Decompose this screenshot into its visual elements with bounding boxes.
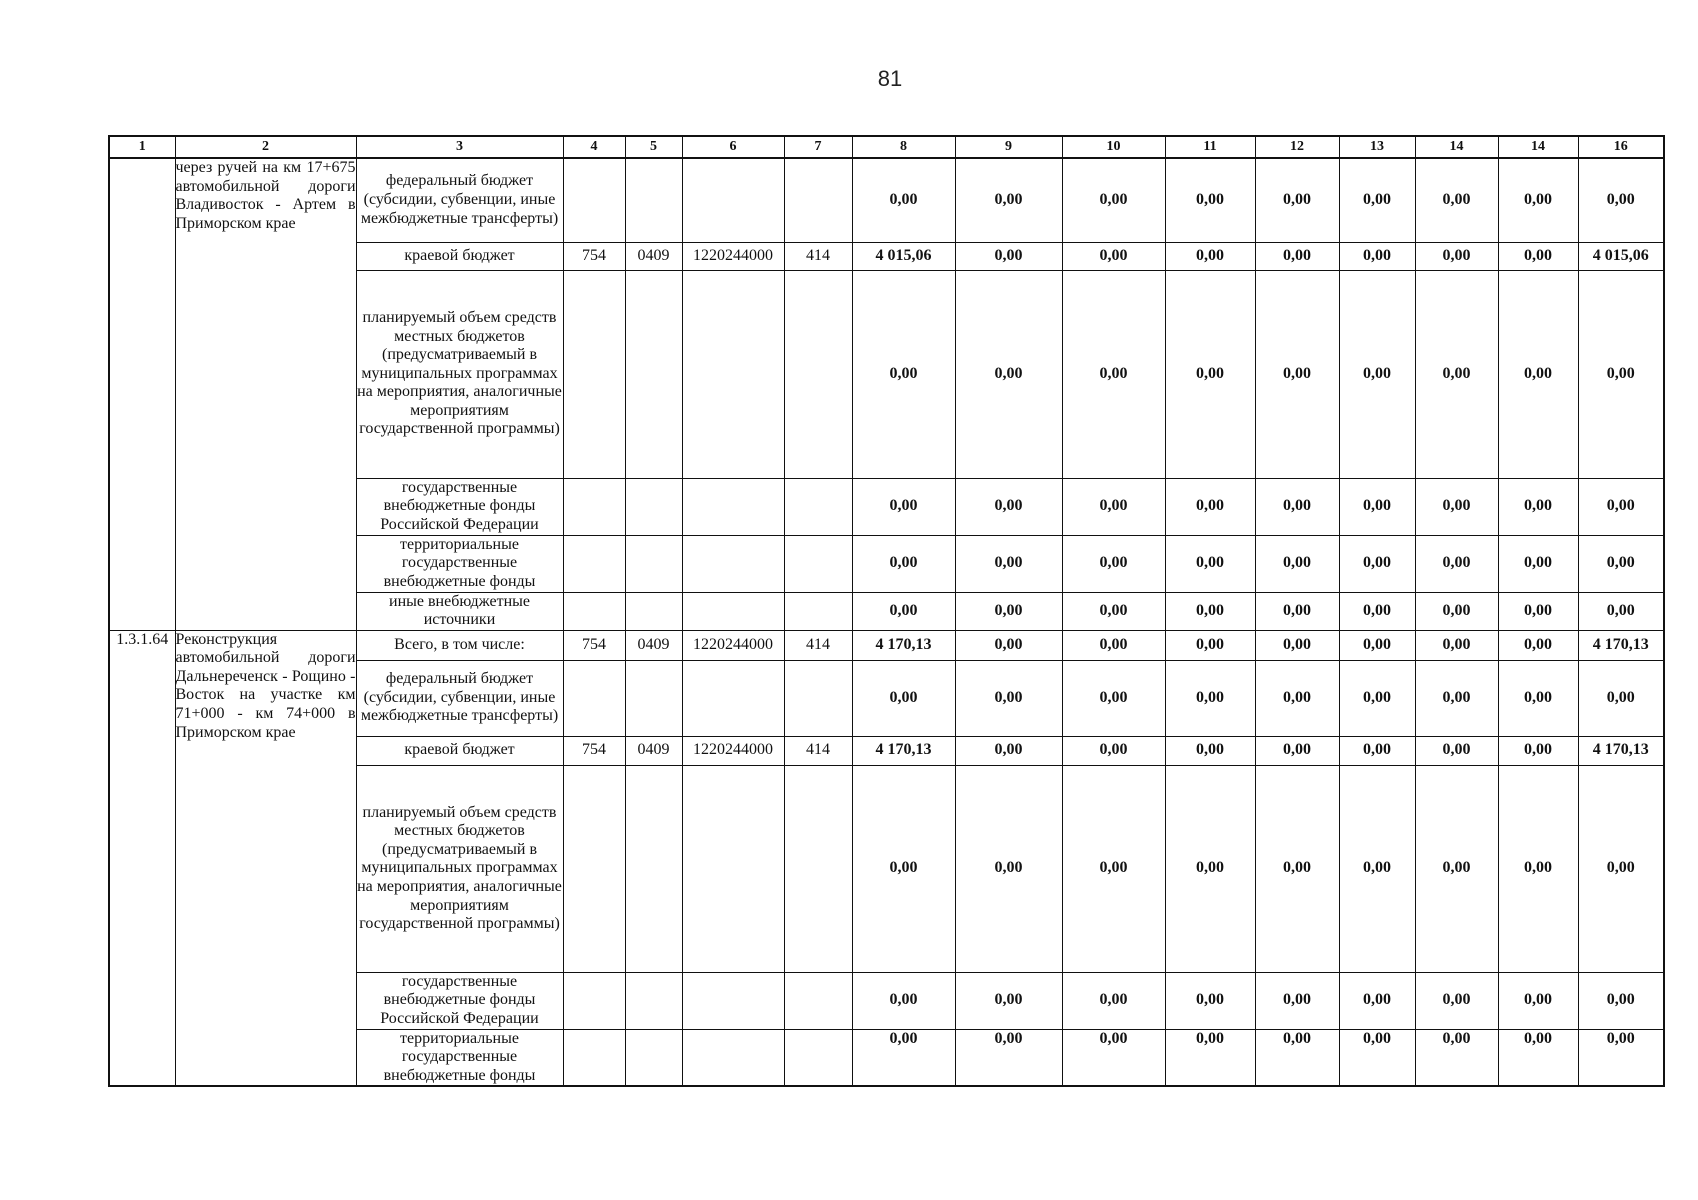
code-cell [682, 592, 784, 630]
code-cell [625, 535, 682, 592]
amount-cell: 0,00 [1339, 242, 1415, 270]
amount-cell: 0,00 [955, 158, 1062, 242]
code-cell [784, 972, 852, 1029]
amount-cell: 0,00 [1578, 535, 1664, 592]
funding-source-cell: планируемый объем средств местных бюджетов (предусматриваемый в муниципальных программах на мероприятия, аналогичные мероприятиям государственной программы) [356, 765, 563, 972]
amount-cell: 0,00 [1165, 972, 1255, 1029]
amount-cell: 0,00 [852, 1029, 955, 1086]
code-cell [563, 765, 625, 972]
code-cell: 1220244000 [682, 242, 784, 270]
amount-cell: 0,00 [955, 972, 1062, 1029]
amount-cell: 0,00 [955, 478, 1062, 535]
code-cell: 0409 [625, 630, 682, 660]
code-cell: 754 [563, 736, 625, 765]
amount-cell: 0,00 [1255, 158, 1339, 242]
item-title-cell: через ручей на км 17+675 автомобильной дороги Владивосток - Артем в Приморском крае [175, 158, 356, 630]
funding-source-cell: территориальные государственные внебюджетные фонды [356, 535, 563, 592]
amount-cell: 0,00 [1339, 765, 1415, 972]
amount-cell: 0,00 [1415, 972, 1498, 1029]
amount-cell: 0,00 [1165, 1029, 1255, 1086]
column-header: 12 [1255, 136, 1339, 158]
code-cell: 1220244000 [682, 630, 784, 660]
amount-cell: 0,00 [852, 478, 955, 535]
amount-cell: 0,00 [1339, 478, 1415, 535]
code-cell [784, 765, 852, 972]
amount-cell: 0,00 [1255, 736, 1339, 765]
code-cell [682, 158, 784, 242]
funding-source-cell: государственные внебюджетные фонды Российской Федерации [356, 478, 563, 535]
amount-cell: 0,00 [1415, 736, 1498, 765]
amount-cell: 0,00 [1498, 1029, 1578, 1086]
amount-cell: 0,00 [955, 270, 1062, 478]
table-header [109, 136, 1664, 158]
code-cell [563, 158, 625, 242]
code-cell [682, 972, 784, 1029]
amount-cell: 0,00 [852, 592, 955, 630]
amount-cell: 0,00 [1578, 158, 1664, 242]
column-header: 10 [1062, 136, 1165, 158]
amount-cell: 0,00 [1498, 765, 1578, 972]
amount-cell: 0,00 [1339, 158, 1415, 242]
code-cell [784, 535, 852, 592]
amount-cell: 0,00 [1339, 972, 1415, 1029]
column-header: 11 [1165, 136, 1255, 158]
amount-cell: 0,00 [1415, 242, 1498, 270]
amount-cell: 0,00 [1062, 972, 1165, 1029]
amount-cell: 4 170,13 [1578, 630, 1664, 660]
amount-cell: 0,00 [1498, 158, 1578, 242]
code-cell [682, 765, 784, 972]
code-cell [625, 660, 682, 736]
code-cell: 414 [784, 630, 852, 660]
amount-cell: 0,00 [1062, 1029, 1165, 1086]
amount-cell: 0,00 [1578, 478, 1664, 535]
code-cell [625, 1029, 682, 1086]
amount-cell: 0,00 [1415, 158, 1498, 242]
amount-cell: 0,00 [955, 765, 1062, 972]
amount-cell: 0,00 [1062, 765, 1165, 972]
column-header: 13 [1339, 136, 1415, 158]
funding-source-cell: иные внебюджетные источники [356, 592, 563, 630]
amount-cell: 0,00 [1062, 535, 1165, 592]
amount-cell: 0,00 [1165, 736, 1255, 765]
column-header: 3 [356, 136, 563, 158]
amount-cell: 0,00 [1415, 660, 1498, 736]
amount-cell: 0,00 [955, 1029, 1062, 1086]
amount-cell: 0,00 [1062, 478, 1165, 535]
code-cell [784, 270, 852, 478]
amount-cell: 0,00 [1255, 765, 1339, 972]
amount-cell: 0,00 [955, 736, 1062, 765]
amount-cell: 0,00 [1255, 270, 1339, 478]
amount-cell: 0,00 [1415, 765, 1498, 972]
amount-cell: 0,00 [1062, 592, 1165, 630]
code-cell [563, 972, 625, 1029]
code-cell: 414 [784, 736, 852, 765]
code-cell [625, 158, 682, 242]
amount-cell: 0,00 [1062, 242, 1165, 270]
column-header: 6 [682, 136, 784, 158]
amount-cell: 0,00 [1339, 736, 1415, 765]
amount-cell: 0,00 [1062, 270, 1165, 478]
amount-cell: 0,00 [1062, 630, 1165, 660]
amount-cell: 0,00 [1415, 630, 1498, 660]
amount-cell: 0,00 [1165, 478, 1255, 535]
column-header: 14 [1498, 136, 1578, 158]
amount-cell: 0,00 [1255, 1029, 1339, 1086]
amount-cell: 0,00 [1578, 765, 1664, 972]
amount-cell: 0,00 [1578, 660, 1664, 736]
amount-cell: 0,00 [1415, 1029, 1498, 1086]
code-cell [784, 592, 852, 630]
code-cell [563, 270, 625, 478]
code-cell: 414 [784, 242, 852, 270]
code-cell [625, 478, 682, 535]
funding-source-cell: планируемый объем средств местных бюджетов (предусматриваемый в муниципальных программах на мероприятия, аналогичные мероприятиям государственной программы) [356, 270, 563, 478]
code-cell [682, 1029, 784, 1086]
code-cell [625, 972, 682, 1029]
amount-cell: 0,00 [1578, 972, 1664, 1029]
column-header: 16 [1578, 136, 1664, 158]
amount-cell: 0,00 [1062, 660, 1165, 736]
amount-cell: 0,00 [1165, 535, 1255, 592]
code-cell: 0409 [625, 242, 682, 270]
amount-cell: 0,00 [852, 535, 955, 592]
code-cell [682, 478, 784, 535]
amount-cell: 0,00 [1498, 630, 1578, 660]
code-cell: 754 [563, 630, 625, 660]
amount-cell: 0,00 [1255, 535, 1339, 592]
code-cell [784, 158, 852, 242]
amount-cell: 0,00 [1415, 592, 1498, 630]
amount-cell: 0,00 [1062, 736, 1165, 765]
funding-source-cell: федеральный бюджет (субсидии, субвенции, иные межбюджетные трансферты) [356, 158, 563, 242]
amount-cell: 0,00 [852, 270, 955, 478]
amount-cell: 0,00 [955, 242, 1062, 270]
amount-cell: 0,00 [1165, 765, 1255, 972]
code-cell [625, 765, 682, 972]
amount-cell: 0,00 [1339, 630, 1415, 660]
funding-source-cell: федеральный бюджет (субсидии, субвенции, иные межбюджетные трансферты) [356, 660, 563, 736]
table-row [109, 630, 1664, 660]
amount-cell: 0,00 [1165, 270, 1255, 478]
column-header: 1 [109, 136, 175, 158]
amount-cell: 0,00 [1165, 242, 1255, 270]
amount-cell: 0,00 [1339, 592, 1415, 630]
amount-cell: 0,00 [1498, 736, 1578, 765]
code-cell: 754 [563, 242, 625, 270]
column-header: 4 [563, 136, 625, 158]
amount-cell: 0,00 [852, 972, 955, 1029]
column-header: 5 [625, 136, 682, 158]
code-cell [563, 535, 625, 592]
amount-cell: 0,00 [1578, 270, 1664, 478]
column-header: 14 [1415, 136, 1498, 158]
amount-cell: 4 015,06 [852, 242, 955, 270]
column-header: 9 [955, 136, 1062, 158]
amount-cell: 0,00 [1498, 242, 1578, 270]
amount-cell: 0,00 [955, 660, 1062, 736]
code-cell [682, 270, 784, 478]
amount-cell: 0,00 [1339, 1029, 1415, 1086]
page-number: 81 [877, 66, 903, 91]
code-cell [625, 592, 682, 630]
amount-cell: 0,00 [1415, 270, 1498, 478]
amount-cell: 0,00 [1578, 1029, 1664, 1086]
amount-cell: 0,00 [1498, 972, 1578, 1029]
amount-cell: 0,00 [1255, 478, 1339, 535]
code-cell [682, 660, 784, 736]
amount-cell: 0,00 [1165, 660, 1255, 736]
code-cell [563, 592, 625, 630]
amount-cell: 0,00 [1578, 592, 1664, 630]
amount-cell: 0,00 [1339, 660, 1415, 736]
amount-cell: 0,00 [1498, 270, 1578, 478]
amount-cell: 0,00 [955, 535, 1062, 592]
column-header: 8 [852, 136, 955, 158]
code-cell [784, 660, 852, 736]
funding-source-cell: Всего, в том числе: [356, 630, 563, 660]
column-header: 7 [784, 136, 852, 158]
code-cell [563, 478, 625, 535]
amount-cell: 0,00 [1255, 592, 1339, 630]
code-cell [784, 1029, 852, 1086]
amount-cell: 0,00 [1415, 478, 1498, 535]
amount-cell: 0,00 [1165, 592, 1255, 630]
amount-cell: 0,00 [1255, 660, 1339, 736]
amount-cell: 0,00 [1255, 242, 1339, 270]
item-title-cell: Реконструкция автомобильной дороги Дальнереченск - Рощино - Восток на участке км 71+000 - км 74+000 в Приморском крае [175, 630, 356, 1086]
amount-cell: 0,00 [852, 158, 955, 242]
amount-cell: 0,00 [955, 592, 1062, 630]
code-cell [563, 1029, 625, 1086]
funding-source-cell: территориальные государственные внебюджетные фонды [356, 1029, 563, 1086]
amount-cell: 0,00 [1339, 270, 1415, 478]
funding-source-cell: краевой бюджет [356, 242, 563, 270]
amount-cell: 4 170,13 [852, 736, 955, 765]
code-cell: 1220244000 [682, 736, 784, 765]
table-row [109, 158, 1664, 242]
amount-cell: 0,00 [955, 630, 1062, 660]
code-cell [682, 535, 784, 592]
amount-cell: 0,00 [1255, 630, 1339, 660]
amount-cell: 0,00 [1498, 535, 1578, 592]
column-header: 2 [175, 136, 356, 158]
amount-cell: 0,00 [852, 765, 955, 972]
header-row [109, 136, 1664, 158]
amount-cell: 4 170,13 [1578, 736, 1664, 765]
code-cell [784, 478, 852, 535]
table-body [109, 158, 1664, 1086]
code-cell: 0409 [625, 736, 682, 765]
amount-cell: 0,00 [1165, 158, 1255, 242]
amount-cell: 0,00 [1498, 478, 1578, 535]
amount-cell: 0,00 [1165, 630, 1255, 660]
amount-cell: 0,00 [1255, 972, 1339, 1029]
amount-cell: 4 170,13 [852, 630, 955, 660]
budget-table [108, 135, 1665, 1087]
funding-source-cell: государственные внебюджетные фонды Российской Федерации [356, 972, 563, 1029]
amount-cell: 0,00 [852, 660, 955, 736]
code-cell [625, 270, 682, 478]
amount-cell: 0,00 [1415, 535, 1498, 592]
code-cell [563, 660, 625, 736]
item-number-cell [109, 158, 175, 630]
amount-cell: 0,00 [1062, 158, 1165, 242]
amount-cell: 0,00 [1498, 660, 1578, 736]
funding-source-cell: краевой бюджет [356, 736, 563, 765]
amount-cell: 0,00 [1498, 592, 1578, 630]
amount-cell: 0,00 [1339, 535, 1415, 592]
item-number-cell: 1.3.1.64 [109, 630, 175, 1086]
amount-cell: 4 015,06 [1578, 242, 1664, 270]
